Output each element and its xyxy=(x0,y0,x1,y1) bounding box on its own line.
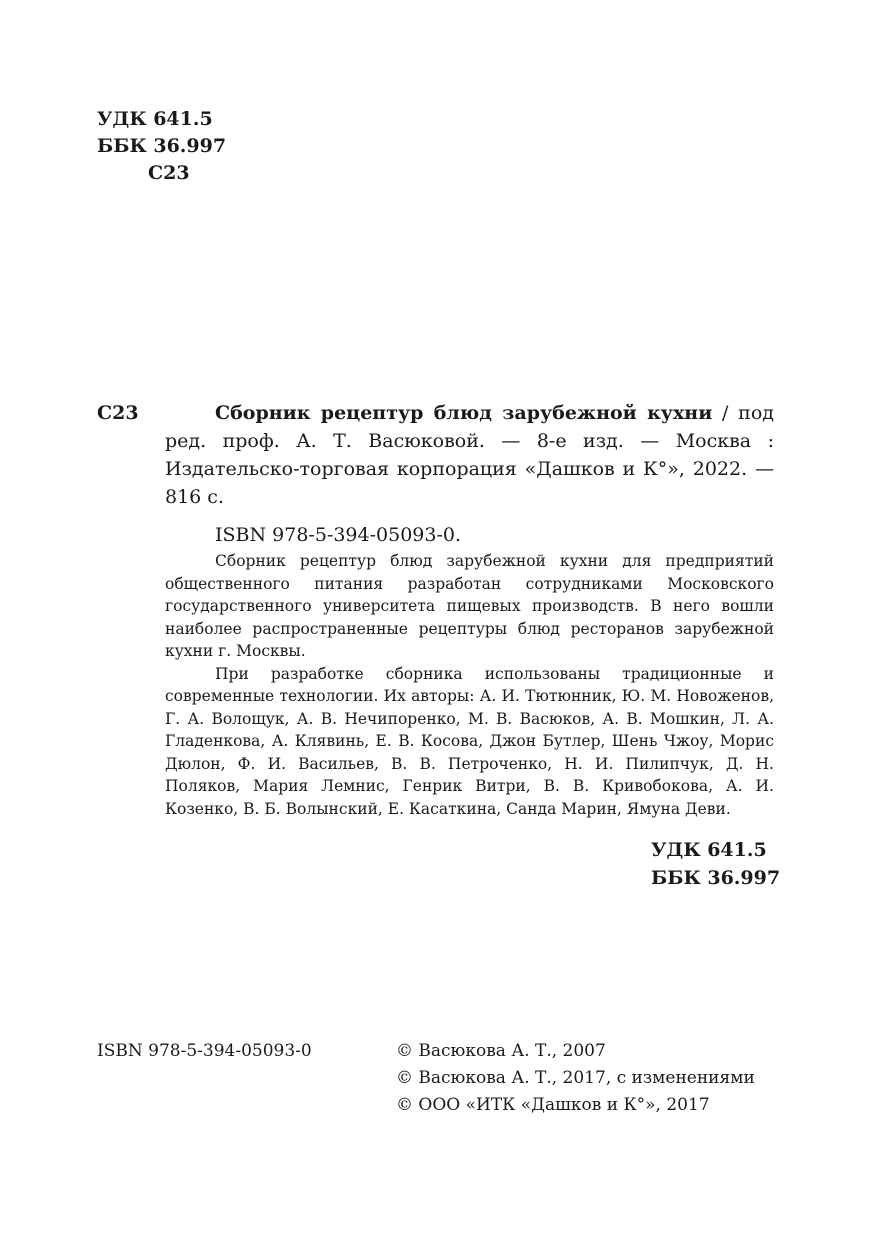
annotation-paragraph: При разработке сборника использованы традиционные и современные технологии. Их авторы: А. И. Тютюнник, Ю. М. Новоженов, Г. А. Волощук, А. В. Нечипоренко, М. В. Васюков, А. В. Мошкин, Л. А. Гладенкова, А. Клявинь, Е. В. Косова, Джон Бутлер, Шень Чжоу, Морис Дюлон, Ф. И. Васильев, В. В. Петроченко, Н. И. Пилипчук, Д. Н. Поляков, Мария Лемнис, Генрик Витри, В. В. Кривобокова, А. И. Козенко, В. Б. Волынский, Е. Касаткина, Санда Марин, Ямуна Деви. xyxy=(165,664,774,818)
header-author-sign: С23 xyxy=(148,162,190,184)
annotation xyxy=(165,550,774,820)
book-responsibility: / под ред. проф. А. Т. Васюковой. — 8-е изд. — Москва : Издательско-торговая корпорация «Дашков и К°», 2022. — 816 с. xyxy=(165,402,774,508)
header-udk: УДК 641.5 xyxy=(97,108,213,130)
record-isbn: ISBN 978-5-394-05093-0. xyxy=(215,524,462,546)
book-title: Сборник рецептур блюд зарубежной кухни xyxy=(215,402,713,424)
classification-codes xyxy=(651,836,780,892)
copyright-line: © Васюкова А. Т., 2017, с изменениями xyxy=(396,1068,755,1088)
bibliographic-record xyxy=(165,399,774,511)
classification-bbk: ББК 36.997 xyxy=(651,867,781,889)
copyright-line: © Васюкова А. Т., 2007 xyxy=(396,1041,606,1061)
record-sign: С23 xyxy=(97,402,139,424)
copyright-block xyxy=(396,1038,755,1119)
footer-isbn: ISBN 978-5-394-05093-0 xyxy=(97,1041,312,1061)
classification-udk: УДК 641.5 xyxy=(651,839,767,861)
header-bbk: ББК 36.997 xyxy=(97,135,227,157)
copyright-line: © ООО «ИТК «Дашков и К°», 2017 xyxy=(396,1095,710,1115)
header-codes xyxy=(97,106,226,187)
annotation-paragraph: Сборник рецептур блюд зарубежной кухни для предприятий общественного питания разработан сотрудниками Московского государственного университета пищевых производств. В него вошли наиболее распространенные рецептуры блюд ресторанов зарубежной кухни г. Москвы. xyxy=(165,552,774,660)
